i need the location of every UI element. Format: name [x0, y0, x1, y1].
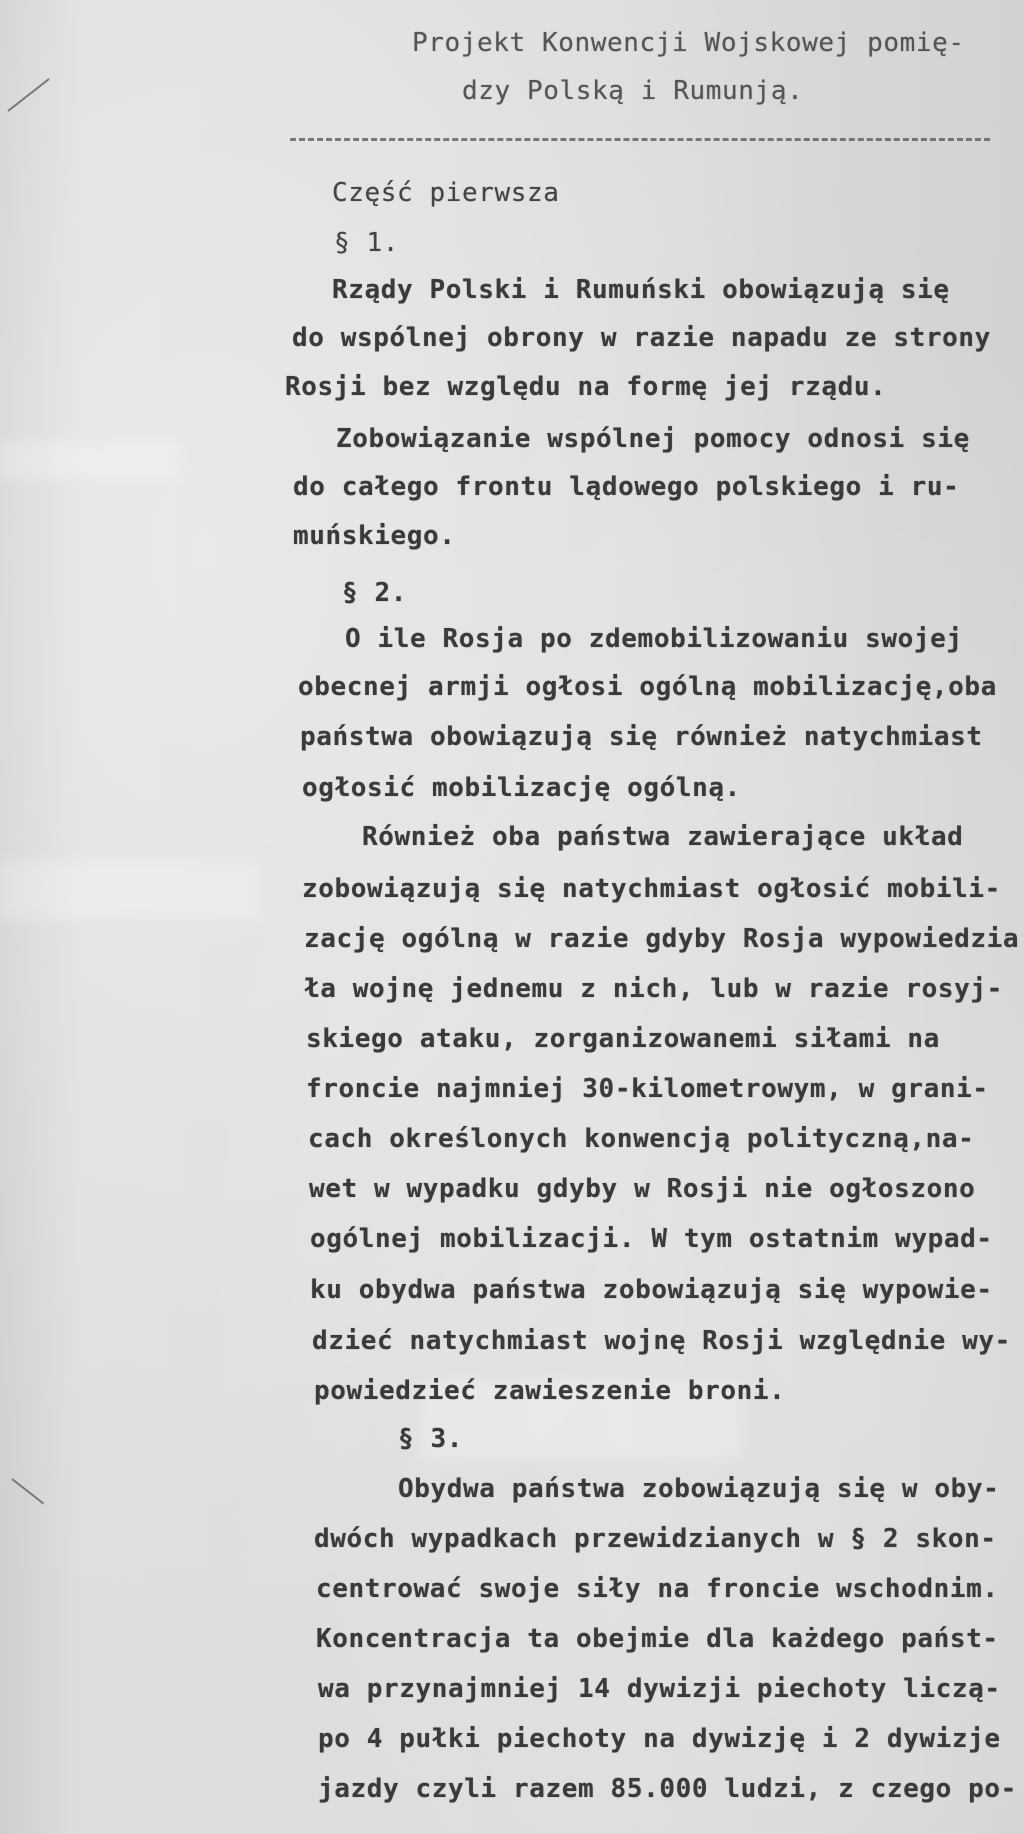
text-line: skiego ataku, zorganizowanemi siłami na: [306, 1024, 940, 1054]
text-line: Rosji bez względu na formę jej rządu.: [285, 372, 887, 402]
text-line: państwa obowiązują się również natychmiast: [300, 722, 983, 752]
text-line: ogłosić mobilizację ogólną.: [302, 773, 741, 803]
text-line: cach określonych konwencją polityczną,na-: [308, 1124, 975, 1154]
text-line: Koncentracja ta obejmie dla każdego państ-: [316, 1624, 999, 1654]
text-line: do całego frontu lądowego polskiego i ru-: [293, 472, 960, 502]
text-line: jazdy czyli razem 85.000 ludzi, z czego po-: [318, 1774, 1017, 1804]
text-line: Zobowiązanie wspólnej pomocy odnosi się: [336, 424, 970, 454]
paragraph-marker: § 3.: [398, 1424, 464, 1454]
text-line: Obydwa państwa zobowiązują się w oby-: [398, 1474, 1000, 1504]
document-title-line-1: Projekt Konwencji Wojskowej pomię-: [412, 28, 965, 58]
margin-pencil-mark: [7, 78, 49, 112]
text-line: ła wojnę jednemu z nich, lub w razie rosyj-: [304, 974, 1003, 1004]
text-line: po 4 pułki piechoty na dywizję i 2 dywizje: [318, 1724, 1001, 1754]
text-line: dwóch wypadkach przewidzianych w § 2 skon-: [314, 1524, 997, 1554]
text-line: zobowiązują się natychmiast ogłosić mobili-: [302, 874, 1001, 904]
title-rule: [290, 138, 990, 141]
text-line: obecnej armji ogłosi ogólną mobilizację,oba: [298, 672, 997, 702]
text-line: ogólnej mobilizacji. W tym ostatnim wypad-: [310, 1224, 993, 1254]
text-line: dzieć natychmiast wojnę Rosji względnie wy-: [312, 1326, 1011, 1356]
text-line: wet w wypadku gdyby w Rosji nie ogłoszono: [309, 1174, 976, 1204]
paper-smudge: [0, 860, 260, 920]
document-title-line-2: dzy Polską i Rumunją.: [462, 76, 804, 106]
text-line: zację ogólną w razie gdyby Rosja wypowiedzia: [304, 924, 1020, 954]
text-line: O ile Rosja po zdemobilizowaniu swojej: [345, 624, 963, 654]
text-line: ku obydwa państwa zobowiązują się wypowie-: [310, 1275, 993, 1305]
paper-smudge: [0, 440, 180, 480]
paragraph-marker: § 2.: [342, 578, 408, 608]
margin-pencil-mark: [11, 1478, 44, 1504]
text-line: powiedzieć zawieszenie broni.: [314, 1376, 786, 1406]
text-line: muńskiego.: [293, 521, 456, 551]
text-line: centrować swoje siły na froncie wschodnim.: [316, 1574, 999, 1604]
text-line: Również oba państwa zawierające układ: [362, 822, 964, 852]
text-line: wa przynajmniej 14 dywizji piechoty liczą-: [318, 1674, 1001, 1704]
text-line: froncie najmniej 30-kilometrowym, w grani-: [306, 1074, 989, 1104]
text-line: do wspólnej obrony w razie napadu ze strony: [292, 323, 991, 353]
text-line: Rządy Polski i Rumuński obowiązują się: [332, 275, 950, 305]
paragraph-marker: § 1.: [334, 228, 400, 258]
section-heading: Część pierwsza: [332, 178, 560, 208]
